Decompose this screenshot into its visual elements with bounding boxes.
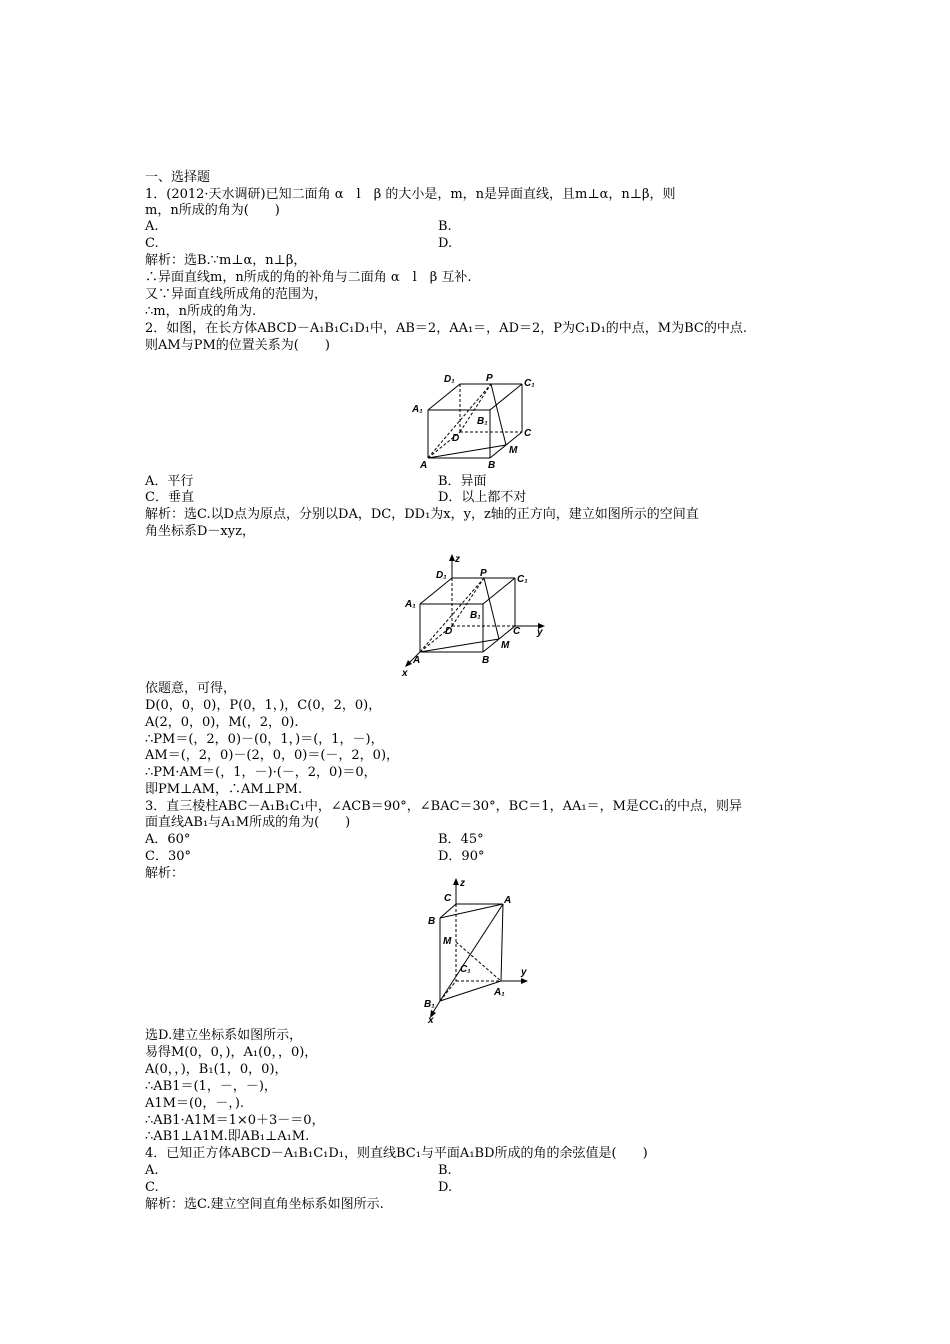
q3-solution-line-6: A1M＝(0，－，). bbox=[145, 1096, 245, 1111]
q3-solution-line-5: ∴AB1＝(1，－，－)， bbox=[145, 1079, 277, 1094]
q2-solution-line-3: 依题意，可得， bbox=[145, 681, 237, 696]
q4-stem-line-1: 4．已知正方体ABCD－A₁B₁C₁D₁，则直线BC₁与平面A₁BD所成的角的余弦值是( ) bbox=[145, 1146, 648, 1161]
q2-solution-line-6: ∴PM＝(，2，0)－(0，1，)＝(，1，－)， bbox=[145, 732, 384, 747]
q3-option-d: D．90° bbox=[438, 849, 485, 864]
q2-solution-line-7: AM＝(，2，0)－(2，0，0)＝(－，2，0)， bbox=[145, 748, 400, 763]
fig1-label: C bbox=[524, 428, 532, 439]
fig1-label: D₁ bbox=[444, 374, 455, 385]
q3-solution-line-4: A(0，，)，B₁(1，0，0)， bbox=[145, 1062, 288, 1077]
q4-option-c: C. bbox=[145, 1180, 159, 1195]
fig1-label: A bbox=[420, 460, 428, 471]
fig2-label: z bbox=[455, 554, 460, 565]
q2-solution-line-1: 解析：选C.以D点为原点，分别以DA，DC，DD₁为x，y，z轴的正方向，建立如图所示的空间直 bbox=[145, 507, 699, 522]
fig2-label: D₁ bbox=[436, 570, 447, 581]
q2-option-c: C．垂直 bbox=[145, 490, 194, 505]
fig2-label: C bbox=[513, 626, 521, 637]
fig3-label: z bbox=[460, 878, 465, 889]
q3-solution-line-8: ∴AB1⊥A1M.即AB₁⊥A₁M. bbox=[145, 1129, 310, 1144]
q4-option-a: A. bbox=[145, 1163, 159, 1178]
fig1-label: A₁ bbox=[412, 404, 423, 415]
fig2-label: A bbox=[413, 655, 421, 666]
fig2-label: M bbox=[501, 640, 510, 651]
q2-solution-line-2: 角坐标系D－xyz， bbox=[145, 524, 255, 539]
q1-stem-line-2: m，n所成的角为( ) bbox=[145, 203, 280, 218]
q4-option-b: B. bbox=[438, 1163, 452, 1178]
q2-option-b: B．异面 bbox=[438, 474, 487, 489]
q1-option-d: D. bbox=[438, 236, 453, 251]
fig1-label: B bbox=[488, 460, 496, 471]
prism-axes-figure bbox=[418, 876, 533, 1024]
q3-solution-line-1: 解析： bbox=[145, 866, 185, 881]
q1-option-b: B. bbox=[438, 219, 452, 234]
fig2-label: C₁ bbox=[517, 574, 528, 585]
fig3-label: M bbox=[443, 936, 452, 947]
fig2-label: y bbox=[537, 627, 543, 638]
section-title: 一、选择题 bbox=[145, 170, 211, 185]
q3-solution-line-2: 选D.建立坐标系如图所示， bbox=[145, 1028, 303, 1043]
q3-stem-line-1: 3．直三棱柱ABC－A₁B₁C₁中，∠ACB＝90°，∠BAC＝30°，BC＝1，AA₁＝，M是CC₁的中点，则异 bbox=[145, 799, 742, 814]
q2-solution-line-9: 即PM⊥AM，∴AM⊥PM. bbox=[145, 782, 303, 797]
q3-stem-line-2: 面直线AB₁与A₁M所成的角为( ) bbox=[145, 815, 351, 830]
q2-solution-line-4: D(0，0，0)，P(0，1，)，C(0，2，0)， bbox=[145, 698, 382, 713]
fig1-label: B₁ bbox=[477, 416, 488, 427]
fig3-label: B₁ bbox=[424, 999, 435, 1010]
q1-solution-line-4: ∴m，n所成的角为. bbox=[145, 304, 257, 319]
fig3-label: A bbox=[504, 895, 512, 906]
q1-solution-line-3: 又∵异面直线所成角的范围为， bbox=[145, 287, 328, 302]
fig2-label: A₁ bbox=[405, 599, 416, 610]
fig2-label: x bbox=[402, 668, 408, 679]
fig3-label: C₁ bbox=[460, 964, 471, 975]
fig1-label: M bbox=[509, 445, 518, 456]
q2-solution-line-5: A(2，0，0)，M(，2，0). bbox=[145, 715, 299, 730]
q2-stem-line-1: 2．如图，在长方体ABCD－A₁B₁C₁D₁中，AB＝2，AA₁＝，AD＝2，P为C₁D₁的中点，M为BC的中点. bbox=[145, 321, 747, 336]
fig2-label: P bbox=[480, 568, 487, 579]
fig3-label: x bbox=[428, 1015, 434, 1024]
q1-option-a: A. bbox=[145, 219, 159, 234]
q2-option-d: D．以上都不对 bbox=[438, 490, 527, 505]
cuboid-figure bbox=[410, 370, 545, 472]
q2-option-a: A．平行 bbox=[145, 474, 194, 489]
cuboid-axes-figure bbox=[400, 552, 550, 680]
fig3-label: C bbox=[444, 893, 452, 904]
q1-solution-line-1: 解析：选B.∵m⊥α，n⊥β， bbox=[145, 253, 307, 268]
fig1-label: C₁ bbox=[524, 378, 535, 389]
q1-stem-line-1: 1．(2012·天水调研)已知二面角 α l β 的大小是，m，n是异面直线，且m⊥α，n⊥β，则 bbox=[145, 187, 676, 202]
q2-solution-line-8: ∴PM·AM＝(，1，－)·(－，2，0)＝0， bbox=[145, 765, 377, 780]
fig2-label: D bbox=[445, 626, 453, 637]
q3-solution-line-3: 易得M(0，0，)，A₁(0，，0)， bbox=[145, 1045, 318, 1060]
q4-solution-line-1: 解析：选C.建立空间直角坐标系如图所示. bbox=[145, 1197, 384, 1212]
fig1-label: P bbox=[486, 373, 493, 384]
q3-option-b: B．45° bbox=[438, 832, 484, 847]
fig1-label: D bbox=[452, 433, 460, 444]
fig2-label: B bbox=[482, 655, 490, 666]
q3-solution-line-7: ∴AB1·A1M＝1×0＋3－＝0， bbox=[145, 1113, 325, 1128]
fig2-label: B₁ bbox=[470, 610, 481, 621]
q3-option-c: C．30° bbox=[145, 849, 191, 864]
fig3-label: B bbox=[428, 916, 436, 927]
fig3-label: y bbox=[521, 967, 527, 978]
fig3-label: A₁ bbox=[494, 987, 505, 998]
q3-option-a: A．60° bbox=[145, 832, 191, 847]
q2-stem-line-2: 则AM与PM的位置关系为( ) bbox=[145, 338, 330, 353]
q4-option-d: D. bbox=[438, 1180, 453, 1195]
q1-option-c: C. bbox=[145, 236, 159, 251]
q1-solution-line-2: ∴异面直线m，n所成的角的补角与二面角 α l β 互补. bbox=[145, 270, 472, 285]
